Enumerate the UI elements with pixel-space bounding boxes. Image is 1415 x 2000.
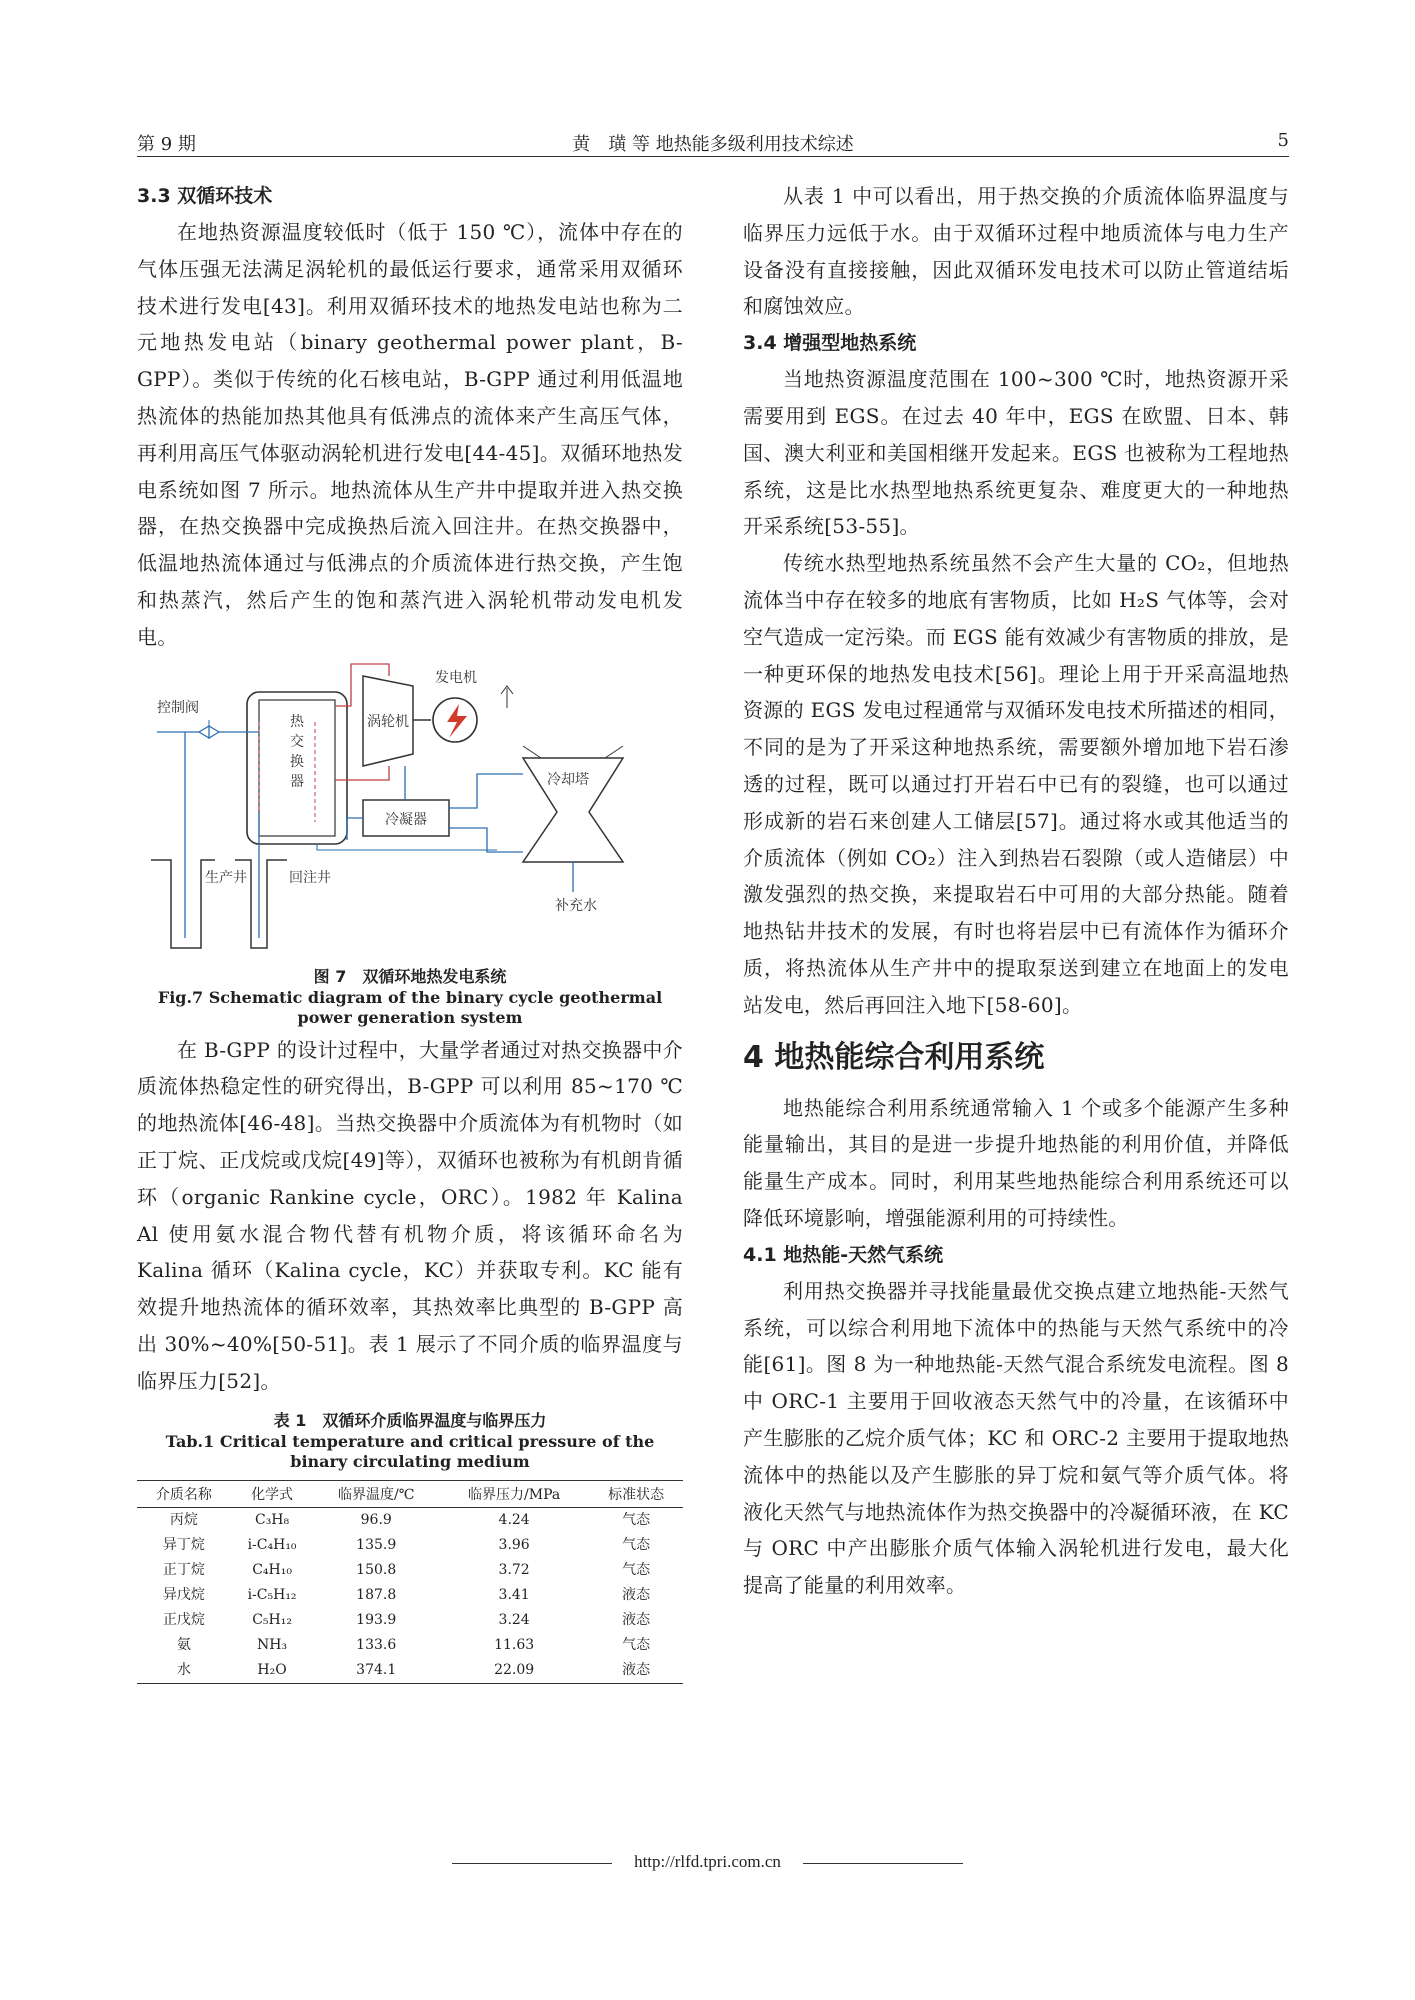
condenser-label: 冷凝器 xyxy=(385,811,427,828)
footer xyxy=(0,1852,1415,1872)
issue-number: 第 9 期 xyxy=(137,134,196,155)
paragraph: 传统水热型地热系统虽然不会产生大量的 CO₂，但地热流体当中存在较多的地底有害物质，比如 H₂S 气体等，会对空气造成一定污染。而 EGS 能有效减少有害物质的排放，是一种更环保的地热发电技术[56]。理论上用于开采高温地热资源的 EGS 发电过程通常与双循环发电技术所描述的相同，不同的是为了开采这种地热系统，需要额外增加地下岩石渗透的过程，既可以通过打开岩石中已有的裂缝，也可以通过形成新的岩石来创建人工储层[57]。通过将水或其他适当的介质流体（例如 CO₂）注入到热岩石裂隙（或人造储层）中激发强烈的热交换，来提取岩石中可用的大部分热能。随着地热钻井技术的发展，有时也将岩层中已有流体作为循环介质，将热流体从生产井中的提取泵送到建立在地面上的发电站发电，然后再回注入地下[58-60]。 xyxy=(743,551,1289,1017)
col-header: 临界温度/℃ xyxy=(313,1480,439,1507)
figure-7-caption-zh: 图 7 双循环地热发电系统 xyxy=(313,966,507,986)
table-row: 正丁烷 C₄H₁₀ 150.8 3.72 气态 xyxy=(162,1562,651,1579)
paragraph: 当地热资源温度范围在 100~300 ℃时，地热资源开采需要用到 EGS。在过去 40 年中，EGS 在欧盟、日本、韩国、澳大利亚和美国相继开发起来。EGS 也被称为工程地热系统，这是比水热型地热系统更复杂、难度更大的一种地热开采系统[53-55]。 xyxy=(743,367,1289,539)
makeup-water-label: 补充水 xyxy=(555,897,597,914)
section-4-1-title: 4.1 地热能-天然气系统 xyxy=(743,1243,944,1266)
footer-rule xyxy=(803,1863,963,1864)
svg-text:换: 换 xyxy=(290,753,304,770)
footer-rule xyxy=(452,1863,612,1864)
table-row: 正戊烷 C₅H₁₂ 193.9 3.24 液态 xyxy=(162,1612,651,1629)
svg-text:器: 器 xyxy=(290,773,304,790)
table-1 xyxy=(137,1480,683,1684)
figure-7 xyxy=(137,662,683,962)
table-1-caption-en: Tab.1 Critical temperature and critical pressure of the binary circulating medium xyxy=(165,1431,655,1471)
left-column xyxy=(137,178,683,1684)
section-3-4-title: 3.4 增强型地热系统 xyxy=(743,332,917,355)
hx-label xyxy=(290,713,305,790)
running-title: 黄 璜 等 地热能多级利用技术综述 xyxy=(572,134,854,155)
paragraph: 在地热资源温度较低时（低于 150 ℃），流体中存在的气体压强无法满足涡轮机的最低运行要求，通常采用双循环技术进行发电[43]。利用双循环技术的地热发电站也称为二元地热发电站（binary geothermal power plant，B-GPP）。类似于传统的化石核电站，B-GPP 通过利用低温地热流体的热能加热其他具有低沸点的流体来产生高压气体，再利用高压气体驱动涡轮机进行发电[44-45]。双循环地热发电系统如图 7 所示。地热流体从生产井中提取并进入热交换器，在热交换器中完成换热后流入回注井。在热交换器中，低温地热流体通过与低沸点的介质流体进行热交换，产生饱和热蒸汽，然后产生的饱和蒸汽进入涡轮机带动发电机发电。 xyxy=(137,220,683,649)
col-header: 标准状态 xyxy=(589,1480,683,1507)
binary-cycle-diagram xyxy=(137,662,683,962)
paragraph: 地热能综合利用系统通常输入 1 个或多个能源产生多种能量输出，其目的是进一步提升地热能的利用价值，并降低能量生产成本。同时，利用某些地热能综合利用系统还可以降低环境影响，增强能源利用的可持续性。 xyxy=(743,1095,1289,1230)
table-row: 丙烷 C₃H₈ 96.9 4.24 气态 xyxy=(169,1512,651,1529)
turbine-label: 涡轮机 xyxy=(367,713,409,730)
right-column xyxy=(743,178,1289,1604)
cooling-tower-label: 冷却塔 xyxy=(547,771,589,788)
page-number: 5 xyxy=(1277,130,1289,151)
production-well-label: 生产井 xyxy=(205,869,247,886)
journal-url[interactable]: http://rlfd.tpri.com.cn xyxy=(634,1852,781,1871)
svg-text:热: 热 xyxy=(290,713,304,730)
col-header: 临界压力/MPa xyxy=(439,1480,589,1507)
generator-label: 发电机 xyxy=(435,669,477,686)
table-1-caption-zh: 表 1 双循环介质临界温度与临界压力 xyxy=(273,1410,547,1430)
table-row: 异戊烷 i-C₅H₁₂ 187.8 3.41 液态 xyxy=(162,1587,651,1604)
paragraph: 在 B-GPP 的设计过程中，大量学者通过对热交换器中介质流体热稳定性的研究得出，B-GPP 可以利用 85~170 ℃的地热流体[46-48]。当热交换器中介质流体为有机物时（如正丁烷、正戊烷或戊烷[49]等），双循环也被称为有机朗肯循环（organic Rankine cycle，ORC）。1982 年 Kalina Al 使用氨水混合物代替有机物介质，将该循环命名为 Kalina 循环（Kalina cycle，KC）并获取专利。KC 能有效提升地热流体的循环效率，其热效率比典型的 B-GPP 高出 30%~40%[50-51]。表 1 展示了不同介质的临界温度与临界压力[52]。 xyxy=(137,1037,683,1393)
valve-label: 控制阀 xyxy=(157,699,199,716)
paragraph: 利用热交换器并寻找能量最优交换点建立地热能-天然气系统，可以综合利用地下流体中的热能与天然气系统中的冷能[61]。图 8 为一种地热能-天然气混合系统发电流程。图 8 中 ORC-1 主要用于回收液态天然气中的冷量，在该循环中产生膨胀的乙烷介质气体；KC 和 ORC-2 主要用于提取地热流体中的热能以及产生膨胀的异丁烷和氨气等介质气体。将液化天然气与地热流体作为热交换器中的冷凝循环液，在 KC 与 ORC 中产出膨胀介质气体输入涡轮机进行发电，最大化提高了能量的利用效率。 xyxy=(743,1278,1289,1598)
table-header-row xyxy=(137,1480,683,1507)
injection-well-label: 回注井 xyxy=(289,869,331,886)
col-header: 介质名称 xyxy=(137,1480,231,1507)
paragraph: 从表 1 中可以看出，用于热交换的介质流体临界温度与临界压力远低于水。由于双循环过程中地质流体与电力生产设备没有直接接触，因此双循环发电技术可以防止管道结垢和腐蚀效应。 xyxy=(743,184,1289,319)
col-header: 化学式 xyxy=(231,1480,314,1507)
table-row: 水 H₂O 374.1 22.09 液态 xyxy=(137,1658,683,1684)
svg-text:交: 交 xyxy=(290,733,304,750)
table-row: 氨 NH₃ 133.6 11.63 气态 xyxy=(176,1637,651,1654)
section-4-title: 4 地热能综合利用系统 xyxy=(743,1039,1045,1075)
table-row: 异丁烷 i-C₄H₁₀ 135.9 3.96 气态 xyxy=(162,1537,651,1554)
section-3-3-title: 3.3 双循环技术 xyxy=(137,185,273,207)
running-header xyxy=(137,128,1289,157)
figure-7-caption-en: Fig.7 Schematic diagram of the binary cycle geothermal power generation system xyxy=(157,987,663,1027)
